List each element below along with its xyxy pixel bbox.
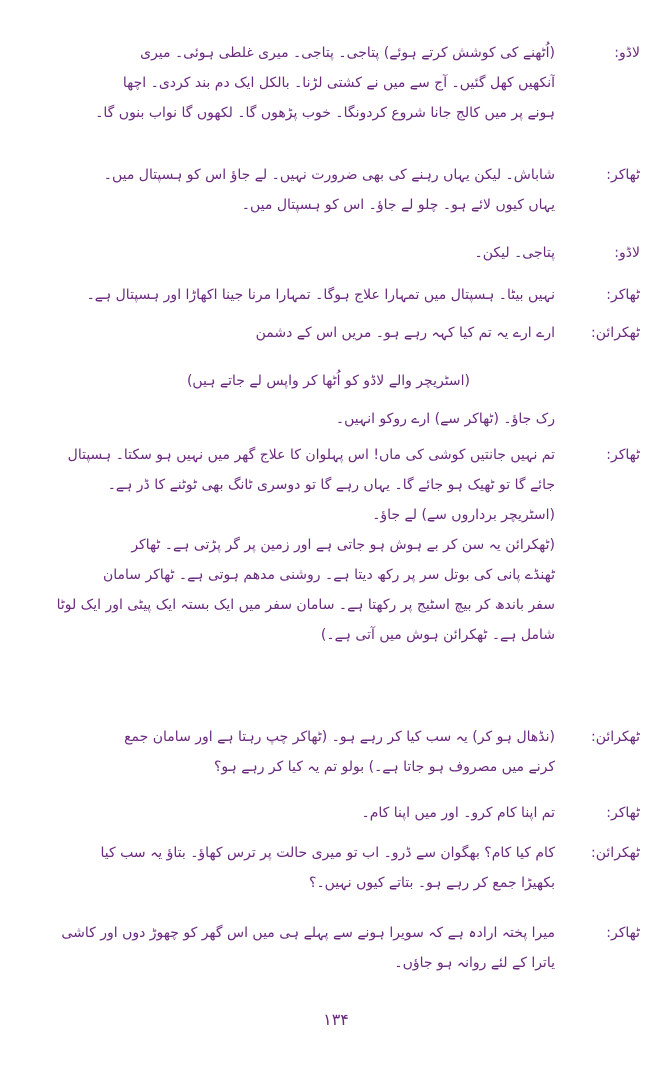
dialogue-line: ٹھنڈے پانی کی بوتل سر پر رکھ دیتا ہے۔ روشنی مدھم ہوتی ہے۔ ٹھاکر سامان: [102, 567, 555, 583]
dialogue-line: تم نہیں جانتیں کوشی کی ماں! اس پہلوان کا علاج گھر میں نہیں ہو سکتا۔ ہسپتال: [67, 447, 555, 463]
dialogue-text: [40, 798, 555, 828]
dialogue-line: یہاں کیوں لائے ہو۔ چلو لے جاؤ۔ اس کو ہسپتال میں۔: [241, 197, 555, 213]
speaker-label: ٹھکرائن:: [591, 325, 640, 341]
dialogue-line: ہونے پر میں کالج جانا شروع کردونگا۔ خوب پڑھوں گا۔ لکھوں گا نواب بنوں گا۔: [95, 105, 555, 121]
speaker-label: ٹھاکر:: [606, 925, 640, 941]
dialogue-line: سفر باندھ کر بیچ اسٹیج پر رکھتا ہے۔ سامان سفر میں ایک بستہ ایک پیٹی اور ایک لوٹا: [56, 597, 555, 613]
dialogue-line: رک جاؤ۔ (ٹھاکر سے) ارے روکو انہیں۔: [335, 411, 555, 427]
dialogue-text: [40, 280, 555, 310]
dialogue-line: میرا پختہ ارادہ ہے کہ سویرا ہونے سے پہلے ہی میں اس گھر کو چھوڑ دوں اور کاشی: [61, 925, 555, 941]
speaker-label: ٹھکرائن:: [591, 729, 640, 745]
dialogue-line: ارے ارے یہ تم کیا کہہ رہے ہو۔ مریں اس کے دشمن: [255, 325, 555, 341]
speaker-label: ٹھاکر:: [606, 805, 640, 821]
dialogue-line: پتاجی۔ لیکن۔: [474, 245, 555, 261]
dialogue-line: (اُٹھنے کی کوشش کرتے ہوئے) پتاجی۔ پتاجی۔ میری غلطی ہوئی۔ میری: [140, 45, 555, 61]
dialogue-line: بکھیڑا جمع کر رہے ہو۔ بتاتے کیوں نہیں۔؟: [309, 875, 555, 891]
dialogue-line: جائے گا تو ٹھیک ہو جائے گا۔ یہاں رہے گا تو دوسری ٹانگ بھی ٹوٹنے کا ڈر ہے۔: [107, 477, 555, 493]
dialogue-line: نہیں بیٹا۔ ہسپتال میں تمہارا علاج ہوگا۔ تمہارا مرنا جینا اکھاڑا اور ہسپتال ہے۔: [86, 287, 555, 303]
page-number: ۱۳۴: [323, 1010, 349, 1029]
speaker-label: لاڈو:: [614, 45, 640, 61]
speaker-label: ٹھاکر:: [606, 287, 640, 303]
dialogue-block-thakur-3: [40, 440, 640, 650]
dialogue-text: [40, 440, 555, 650]
stage-direction-stretcher: [40, 366, 640, 396]
dialogue-line: (اسٹریچر برداروں سے) لے جاؤ۔: [372, 507, 555, 523]
dialogue-text: [40, 238, 555, 268]
dialogue-text: [40, 918, 555, 978]
dialogue-line: کام کیا کام؟ بھگوان سے ڈرو۔ اب تو میری حالت پر ترس کھاؤ۔ بتاؤ یہ سب کیا: [100, 845, 555, 861]
dialogue-line: (نڈھال ہو کر) یہ سب کیا کر رہے ہو۔ (ٹھاکر چپ رہتا ہے اور سامان جمع: [124, 729, 555, 745]
dialogue-block-lado-1: [40, 38, 640, 128]
speaker-label: ٹھاکر:: [606, 167, 640, 183]
dialogue-text: [40, 838, 555, 898]
dialogue-text: [40, 318, 555, 348]
speaker-label: ٹھاکر:: [606, 447, 640, 463]
dialogue-line: یاترا کے لئے روانہ ہو جاؤں۔: [394, 955, 555, 971]
stage-direction-text: [40, 366, 470, 396]
dialogue-block-lado-2: [40, 238, 640, 268]
dialogue-line: تم اپنا کام کرو۔ اور میں اپنا کام۔: [361, 805, 555, 821]
dialogue-continuation: [40, 404, 640, 434]
dialogue-line: کرنے میں مصروف ہو جاتا ہے۔) بولو تم یہ کیا کر رہے ہو؟: [213, 759, 555, 775]
dialogue-text: [40, 404, 555, 434]
dialogue-block-thakur-4: [40, 798, 640, 828]
dialogue-line: (ٹھکرائن یہ سن کر بے ہوش ہو جاتی ہے اور زمین پر گر پڑتی ہے۔ ٹھاکر: [131, 537, 555, 553]
dialogue-block-thakur-5: [40, 918, 640, 978]
dialogue-block-thakurain-1: [40, 318, 640, 348]
dialogue-line: آنکھیں کھل گئیں۔ آج سے میں نے کشتی لڑنا۔ بالکل ایک دم بند کردی۔ اچھا: [122, 75, 555, 91]
dialogue-line: شامل ہے۔ ٹھکرائن ہوش میں آتی ہے۔): [320, 627, 555, 643]
dialogue-block-thakurain-2: [40, 722, 640, 782]
dialogue-text: [40, 38, 555, 128]
dialogue-text: [40, 722, 555, 782]
dialogue-text: [40, 160, 555, 220]
dialogue-block-thakur-2: [40, 280, 640, 310]
dialogue-block-thakur-1: [40, 160, 640, 220]
stage-direction-line: (اسٹریچر والے لاڈو کو اُٹھا کر واپس لے جاتے ہیں): [186, 373, 470, 389]
speaker-label: ٹھکرائن:: [591, 845, 640, 861]
dialogue-block-thakurain-3: [40, 838, 640, 898]
speaker-label: لاڈو:: [614, 245, 640, 261]
dialogue-line: شاباش۔ لیکن یہاں رہنے کی بھی ضرورت نہیں۔ لے جاؤ اس کو ہسپتال میں۔: [103, 167, 555, 183]
